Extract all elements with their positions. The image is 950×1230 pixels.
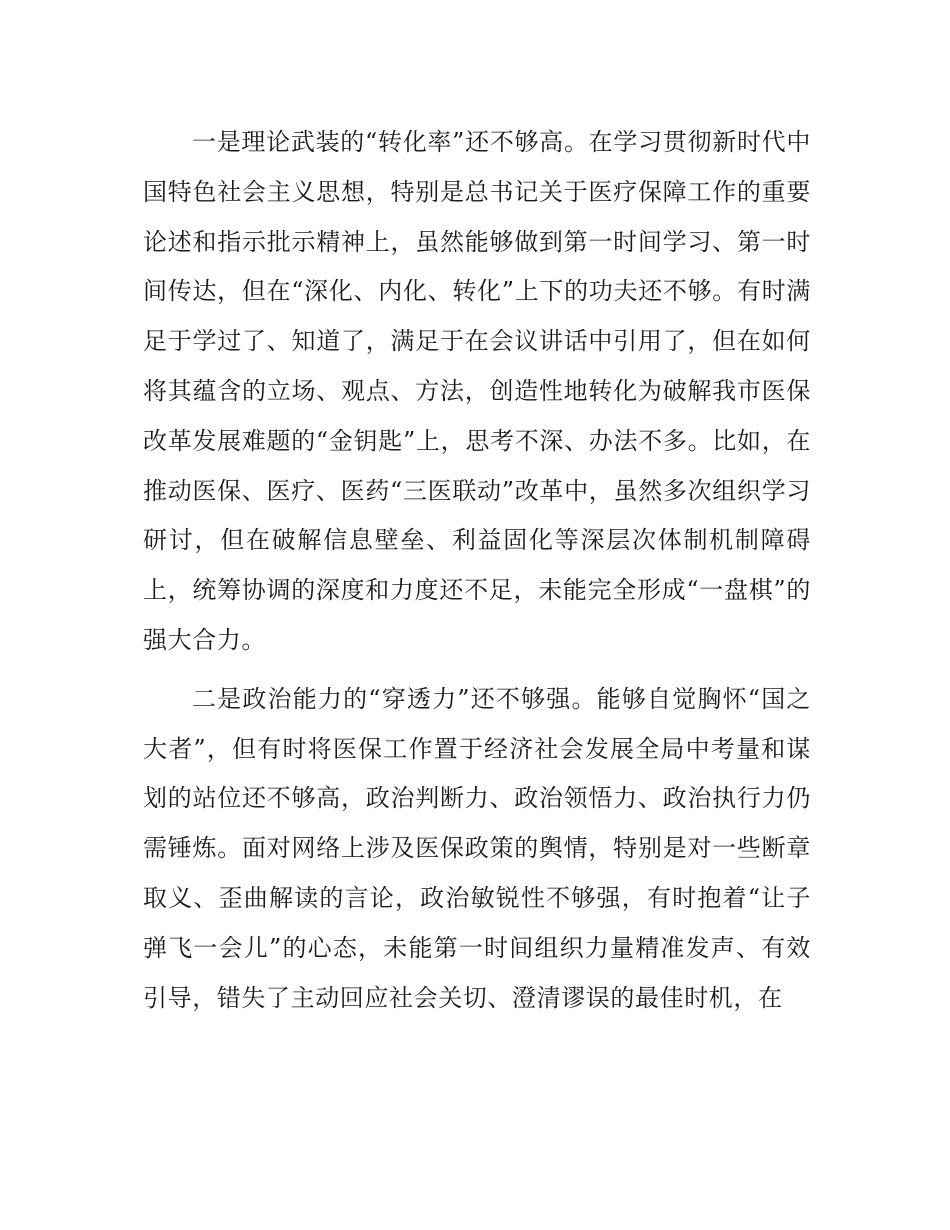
paragraph-political-ability: 二是政治能力的“穿透力”还不够强。能够自觉胸怀“国之大者”，但有时将医保工作置于经济社会发展全局中考量和谋划的站位还不够高，政治判断力、政治领悟力、政治执行力仍需锤炼。面对网络上涉及医保政策的舆情，特别是对一些断章取义、歪曲解读的言论，政治敏锐性不够强，有时抱着“让子弹飞一会儿”的心态，未能第一时间组织力量精准发声、有效引导，错失了主动回应社会关切、澄清谬误的最佳时机，在 xyxy=(143,684,811,1012)
paragraph-theory-armament: 一是理论武装的“转化率”还不够高。在学习贯彻新时代中国特色社会主义思想，特别是总书记关于医疗保障工作的重要论述和指示批示精神上，虽然能够做到第一时间学习、第一时间传达，但在“深化、内化、转化”上下的功夫还不够。有时满足于学过了、知道了，满足于在会议讲话中引用了，但在如何将其蕴含的立场、观点、方法，创造性地转化为破解我市医保改革发展难题的“金钥匙”上，思考不深、办法不多。比如，在推动医保、医疗、医药“三医联动”改革中，虽然多次组织学习研讨，但在破解信息壁垒、利益固化等深层次体制机制障碍上，统筹协调的深度和力度还不足，未能完全形成“一盘棋”的强大合力。 xyxy=(143,128,811,654)
document-page xyxy=(143,118,811,1023)
